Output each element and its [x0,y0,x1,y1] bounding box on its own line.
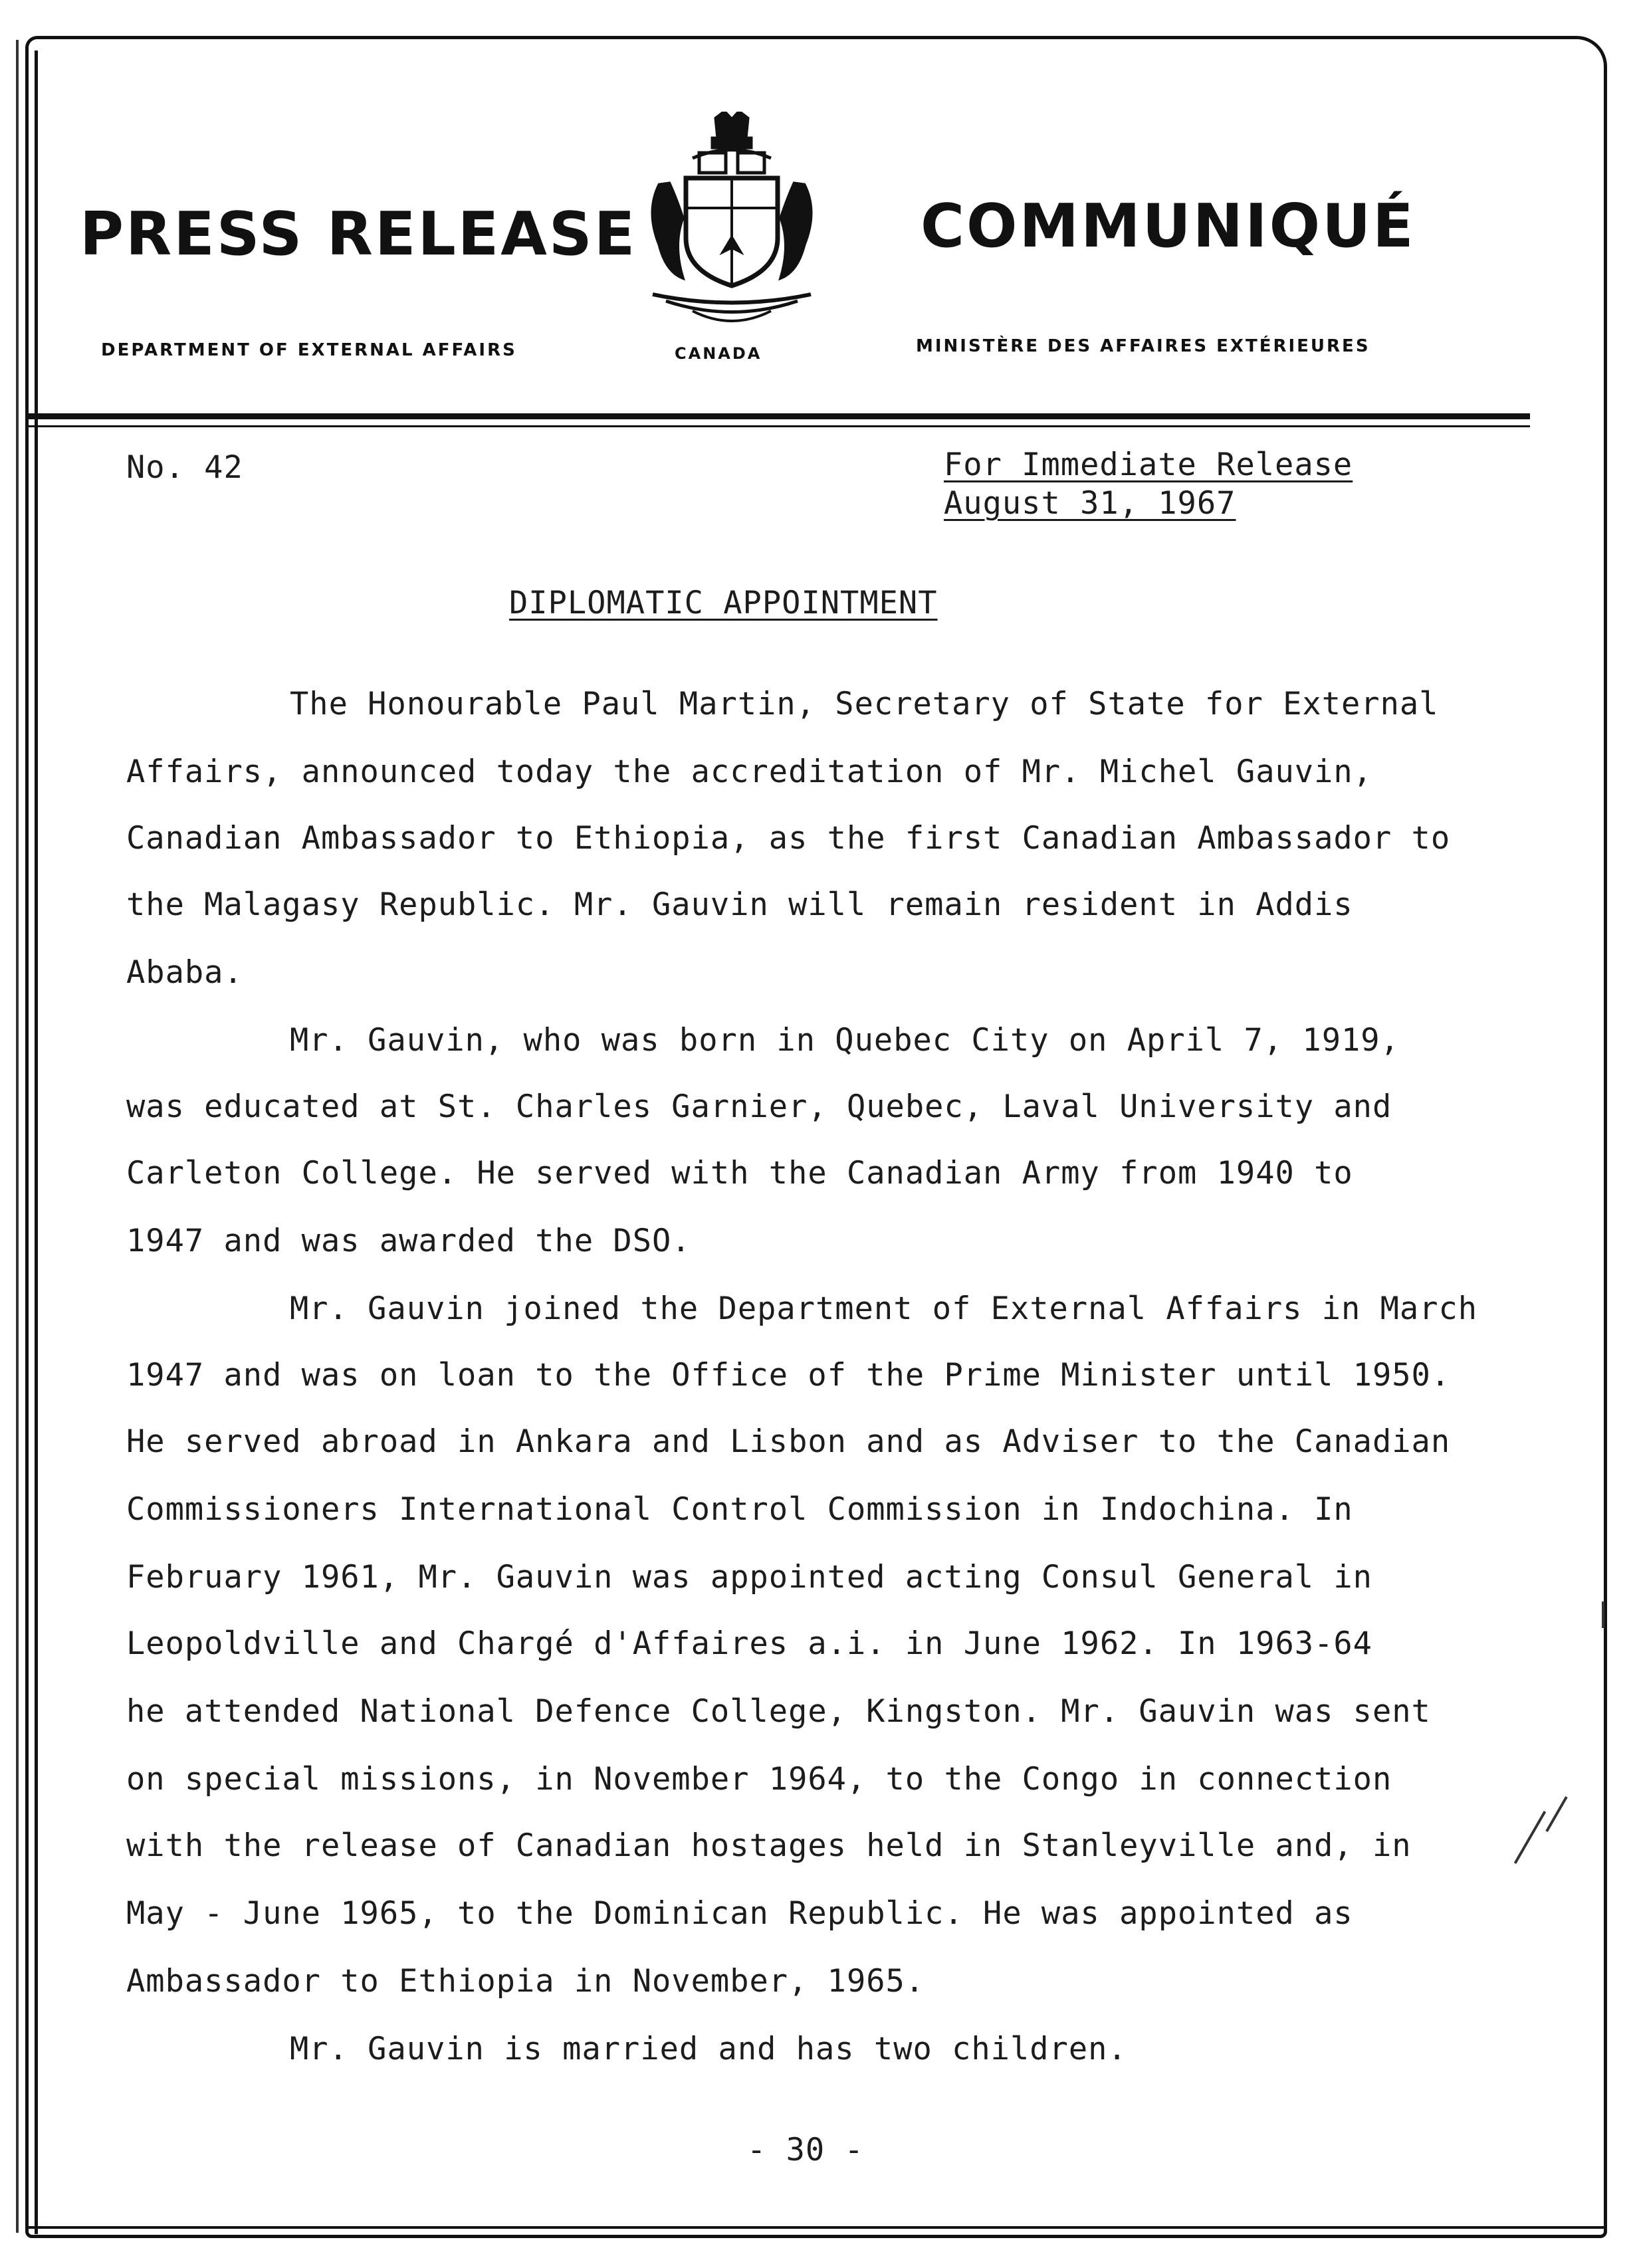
body-line: he attended National Defence College, Kingston. Mr. Gauvin was sent [126,1693,1431,1730]
body-line: Commissioners International Control Commission in Indochina. In [126,1491,1353,1528]
department-english: DEPARTMENT OF EXTERNAL AFFAIRS [101,340,517,360]
body-line: Ababa. [126,954,243,991]
release-number: No. 42 [126,449,243,486]
department-french: MINISTÈRE DES AFFAIRES EXTÉRIEURES [916,336,1370,356]
margin-mark [1602,1601,1604,1628]
body-line: was educated at St. Charles Garnier, Quebec, Laval University and [126,1088,1392,1125]
release-type: For Immediate Release [944,447,1353,483]
body-line: Mr. Gauvin is married and has two children. [290,2031,1127,2067]
body-line: Ambassador to Ethiopia in November, 1965. [126,1963,925,2000]
press-release-title: PRESS RELEASE [80,199,637,269]
body-line: Affairs, announced today the accreditation of Mr. Michel Gauvin, [126,754,1372,790]
body-line: Canadian Ambassador to Ethiopia, as the first Canadian Ambassador to [126,820,1451,857]
body-line: Mr. Gauvin, who was born in Quebec City on April 7, 1919, [290,1022,1400,1059]
page-number: - 30 - [747,2132,864,2168]
body-line: The Honourable Paul Martin, Secretary of State for External [290,686,1439,722]
body-line: February 1961, Mr. Gauvin was appointed acting Consul General in [126,1559,1372,1596]
document-heading: DIPLOMATIC APPOINTMENT [509,585,938,621]
canada-coat-of-arms-icon [646,112,818,331]
body-line: on special missions, in November 1964, to the Congo in connection [126,1761,1392,1798]
body-line: He served abroad in Ankara and Lisbon and as Adviser to the Canadian [126,1423,1451,1460]
country-label: CANADA [675,344,762,363]
body-line: Carleton College. He served with the Canadian Army from 1940 to [126,1155,1353,1191]
header-rule-thin [27,425,1530,427]
release-date: August 31, 1967 [944,485,1236,522]
footer-rule [27,2226,1607,2229]
body-line: Mr. Gauvin joined the Department of External Affairs in March [290,1290,1478,1327]
header-rule [27,413,1530,419]
body-line: 1947 and was awarded the DSO. [126,1223,691,1259]
page-border-left-inner [35,51,38,2234]
communique-title: COMMUNIQUÉ [921,191,1416,261]
body-line: the Malagasy Republic. Mr. Gauvin will remain resident in Addis [126,886,1353,923]
page-border-left-outer [16,40,19,2233]
body-line: May - June 1965, to the Dominican Republic. He was appointed as [126,1895,1353,1932]
body-line: Leopoldville and Chargé d'Affaires a.i. in June 1962. In 1963-64 [126,1625,1372,1662]
body-line: 1947 and was on loan to the Office of the Prime Minister until 1950. [126,1357,1451,1393]
body-line: with the release of Canadian hostages held in Stanleyville and, in [126,1827,1412,1864]
